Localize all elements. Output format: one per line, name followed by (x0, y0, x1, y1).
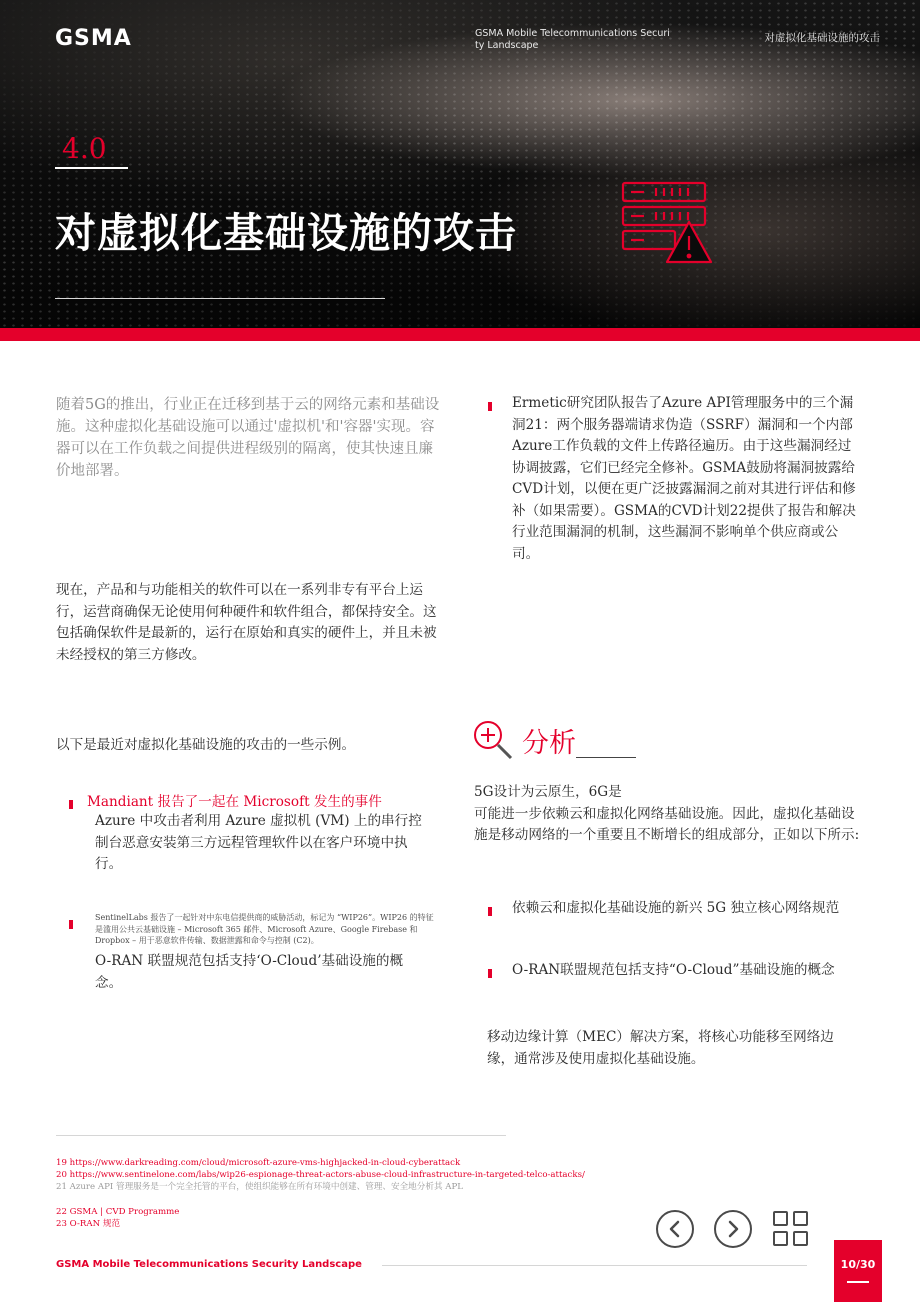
header-doc-title: GSMA Mobile Telecommunications Security Landscape (475, 28, 670, 51)
previous-page-button[interactable] (656, 1210, 694, 1248)
footnote-divider (56, 1135, 506, 1136)
grid-menu-button[interactable] (773, 1211, 809, 1247)
bullet-oran-body: O-RAN 联盟规范包括支持‘O-Cloud’基础设施的概念。 (95, 953, 404, 991)
header-red-band (0, 328, 920, 341)
hero-divider (55, 298, 385, 299)
analysis-underline (576, 757, 636, 758)
grid-cell (793, 1211, 808, 1226)
next-page-button[interactable] (714, 1210, 752, 1248)
footnote-20-link[interactable]: 20 https://www.sentinelone.com/labs/wip26-espionage-threat-actors-abuse-cloud-infrastructure-in-targeted-telco-attacks/ (56, 1170, 585, 1180)
grid-cell (793, 1231, 808, 1246)
footer-divider (382, 1265, 807, 1266)
chevron-left-icon (667, 1220, 683, 1238)
bullet-marker (69, 920, 73, 929)
footnote-19-link[interactable]: 19 https://www.darkreading.com/cloud/microsoft-azure-vms-highjacked-in-cloud-cyberattack (56, 1158, 461, 1168)
page-title: 对虚拟化基础设施的攻击 (55, 209, 517, 257)
paragraph-software-platforms: 现在，产品和与功能相关的软件可以在一系列非专有平台上运行，运营商确保无论使用何种硬件和软件组合，都保持安全。这包括确保软件是最新的，运行在原始和真实的硬件上，并且未被未经授权的第三方修改。 (56, 582, 437, 663)
analysis-paragraph-line1: 5G设计为云原生，6G是 (474, 784, 622, 800)
section-number-underline (55, 167, 128, 169)
footnote-22-link[interactable]: 22 GSMA | CVD Programme (56, 1207, 180, 1217)
analysis-paragraph (474, 782, 860, 847)
footnote-23-link[interactable]: 23 O-RAN 规范 (56, 1219, 121, 1229)
grid-cell (773, 1211, 788, 1226)
bullet-marker (488, 969, 492, 978)
section-number: 4.0 (62, 132, 107, 165)
bullet-5g-core: 依赖云和虚拟化基础设施的新兴 5G 独立核心网络规范 (512, 900, 840, 916)
analysis-heading: 分析 (522, 728, 576, 759)
analysis-paragraph-rest: 可能进一步依赖云和虚拟化网络基础设施。因此，虚拟化基础设施是移动网络的一个重要且不断增长的组成部分，正如以下所示: (474, 805, 860, 843)
bullet-marker (488, 402, 492, 411)
grid-cell (773, 1231, 788, 1246)
hero-banner (0, 0, 920, 328)
bullet-mandiant-title[interactable]: Mandiant 报告了一起在 Microsoft 发生的事件 (87, 794, 382, 810)
bullet-ermetic: Ermetic研究团队报告了Azure API管理服务中的三个漏洞21：两个服务器端请求伪造（SSRF）漏洞和一个内部Azure工作负载的文件上传路径遍历。由于这些漏洞经过协调披露，它们已经完全修补。GSMA鼓励将漏洞披露给CVD计划，以便在更广泛披露漏洞之前对其进行评估和修补（如果需要）。GSMA的CVD计划22提供了报告和解决行业范围漏洞的机制，这些漏洞不影响单个供应商或公司。 (512, 395, 856, 562)
footnote-21: 21 Azure API 管理服务是一个完全托管的平台，使组织能够在所有环境中创建、管理、安全地分析其 APL (56, 1182, 463, 1192)
gsma-logo: GSMA (55, 26, 132, 51)
page-indicator (834, 1240, 882, 1302)
bullet-marker (69, 800, 73, 809)
intro-paragraph: 随着5G的推出，行业正在迁移到基于云的网络元素和基础设施。这种虚拟化基础设施可以通过'虚拟机'和'容器'实现。容器可以在工作负载之间提供进程级别的隔离，使其快速且廉价地部署。 (56, 397, 440, 479)
bullet-sentinellabs-text: SentinelLabs 报告了一起针对中东电信提供商的威胁活动，标记为 “WIP26”。WIP26 的特征是滥用公共云基础设施 – Microsoft 365 邮件、Microsoft Azure、Google Firebase 和 Dropbox – 用于恶意软件传输、数据泄露和命令与控制 (C2)。 (95, 913, 434, 945)
page-number-underline (847, 1281, 869, 1283)
page-number: 10/30 (840, 1258, 876, 1271)
magnifier-plus-icon (471, 718, 515, 762)
paragraph-mec: 移动边缘计算（MEC）解决方案，将核心功能移至网络边缘，通常涉及使用虚拟化基础设施。 (487, 1029, 834, 1067)
footer-doc-title: GSMA Mobile Telecommunications Security Landscape (56, 1259, 362, 1270)
bullet-mandiant-body: Azure 中攻击者利用 Azure 虚拟机 (VM) 上的串行控制台恶意安装第三方远程管理软件以在客户环境中执行。 (95, 813, 422, 872)
header-section-label: 对虚拟化基础设施的攻击 (764, 32, 880, 44)
paragraph-examples-intro: 以下是最近对虚拟化基础设施的攻击的一些示例。 (56, 737, 356, 753)
server-warning-icon (618, 180, 714, 266)
bullet-oran-ocloud: O-RAN联盟规范包括支持“O-Cloud”基础设施的概念 (512, 962, 835, 978)
bullet-marker (488, 907, 492, 916)
chevron-right-icon (725, 1220, 741, 1238)
